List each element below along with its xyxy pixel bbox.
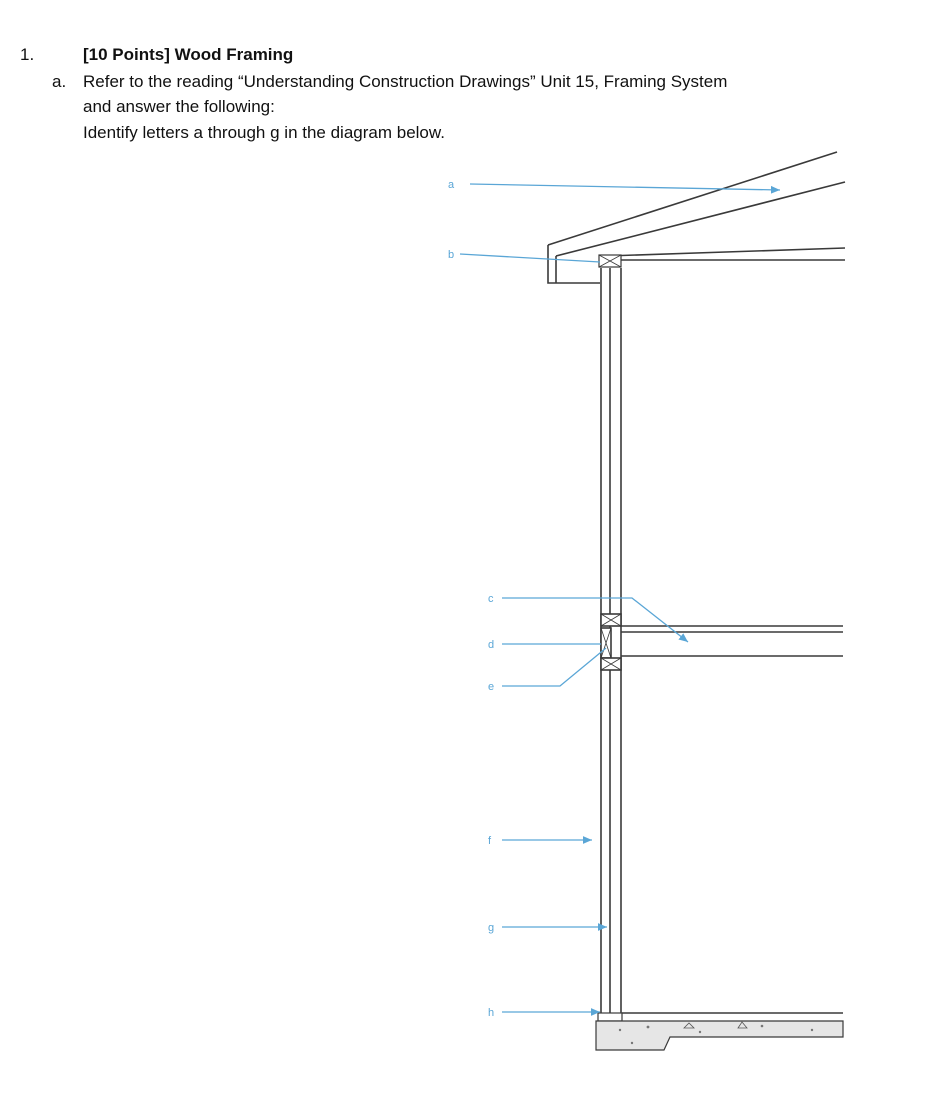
question-title: [10 Points] Wood Framing [83, 45, 294, 64]
part-letter: a. [52, 72, 67, 91]
top-plate [599, 255, 621, 267]
label-d: d [488, 639, 495, 651]
label-b: b [448, 249, 455, 261]
question-number: 1. [20, 45, 35, 64]
label-g: g [488, 922, 495, 934]
label-h: h [488, 1007, 495, 1019]
part-instruction-line-3: Identify letters a through g in the diagram below. [83, 123, 445, 142]
part-instruction-line-1: Refer to the reading “Understanding Construction Drawings” Unit 15, Framing System [83, 72, 728, 91]
part-instruction-line-2: and answer the following: [83, 97, 275, 116]
roof-framing [548, 152, 845, 283]
leader-lines [460, 184, 780, 1012]
label-a: a [448, 179, 455, 191]
label-e: e [488, 681, 495, 693]
label-f: f [488, 835, 492, 847]
foundation-slab [596, 1013, 843, 1050]
label-c: c [488, 593, 494, 605]
floor-framing [601, 614, 843, 670]
